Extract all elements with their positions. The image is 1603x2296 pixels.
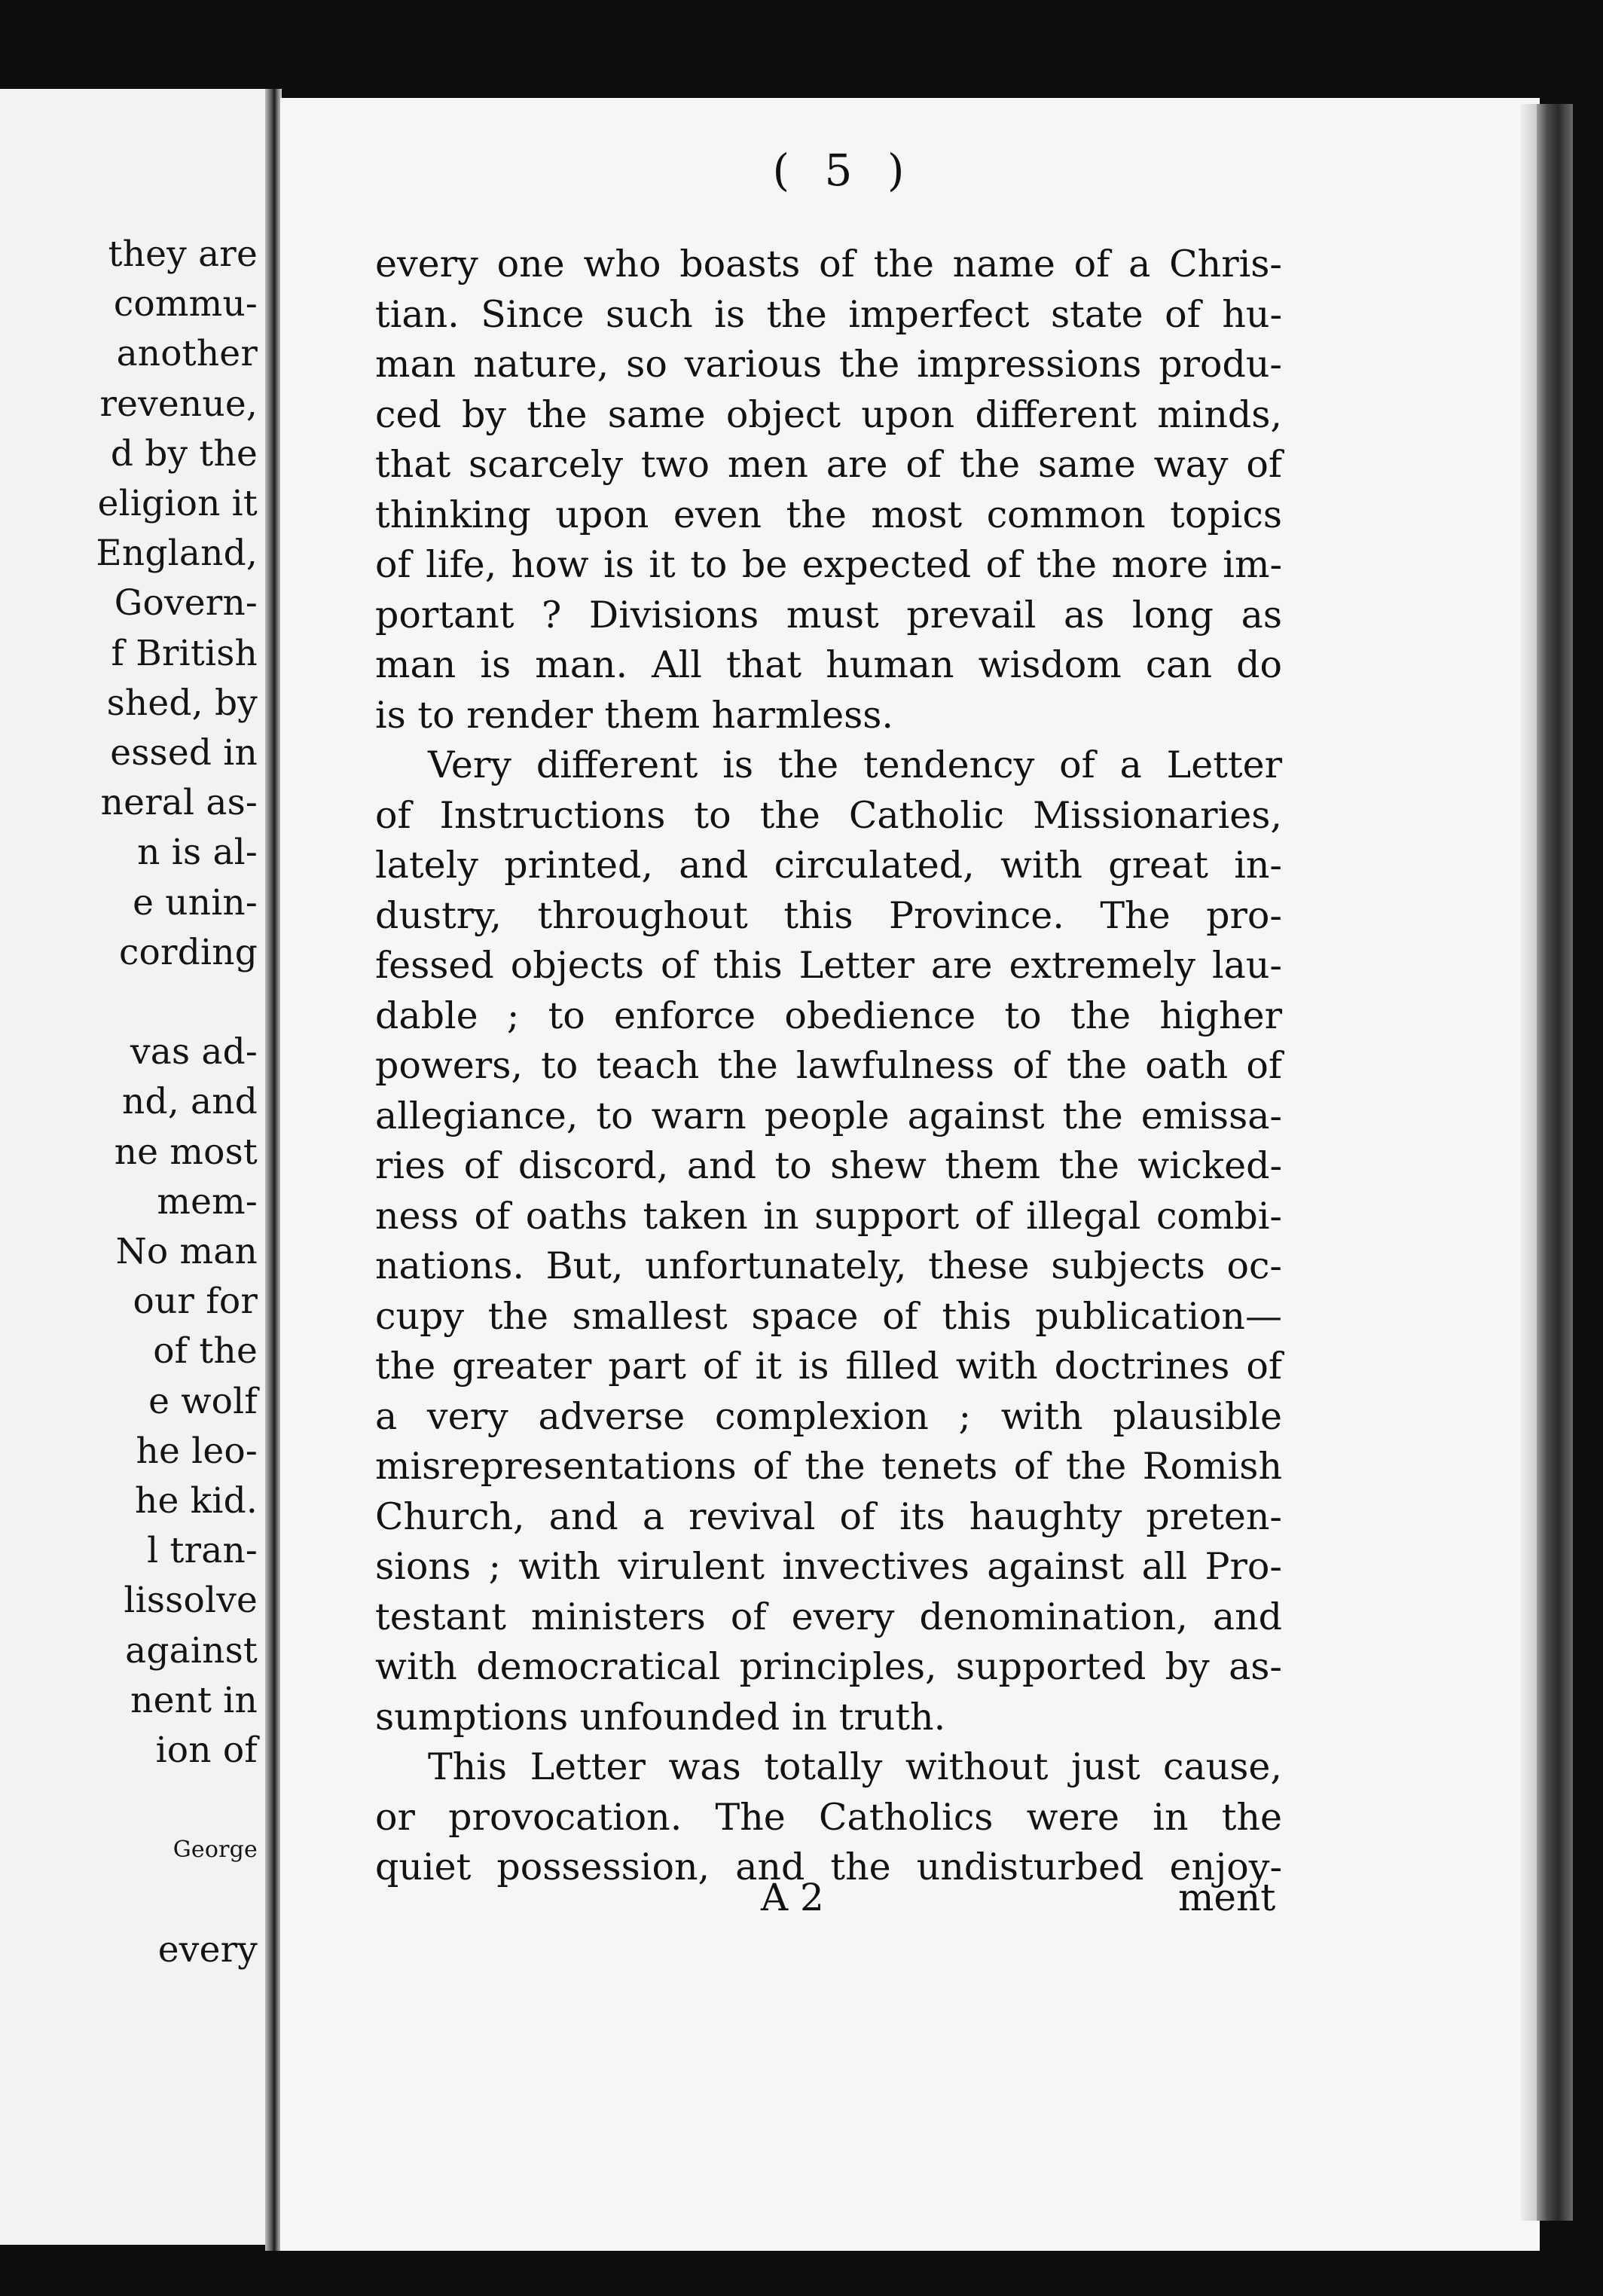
body-line: nations. But, unfortunately, these subjects oc- (375, 1244, 1282, 1287)
body-line: tian. Since such is the imperfect state of hu- (375, 292, 1282, 336)
body-line: Very different is the tendency of a Letter (428, 743, 1282, 786)
body-line: misrepresentations of the tenets of the Romish (375, 1445, 1282, 1488)
body-line: powers, to teach the lawfulness of the oath of (375, 1044, 1282, 1087)
left-page-line: vas ad- (130, 1031, 258, 1073)
body-line: testant ministers of every denomination, and (375, 1595, 1282, 1638)
body-line: sions ; with virulent invectives against all Pro- (375, 1545, 1282, 1588)
signature-mark: A 2 (761, 1876, 824, 1919)
left-page-line: f British (111, 632, 258, 674)
body-line: dable ; to enforce obedience to the higher (375, 994, 1282, 1037)
body-line: with democratical principles, supported by as- (375, 1645, 1282, 1688)
left-page-line: Govern- (114, 582, 258, 624)
body-line: of life, how is it to be expected of the more im- (375, 543, 1282, 586)
left-page-line: lissolve (124, 1580, 258, 1622)
body-line: thinking upon even the most common topics (375, 493, 1282, 536)
left-page-line: eligion it (97, 483, 258, 524)
left-page-line: d by the (110, 432, 258, 475)
left-page-line: he leo- (136, 1430, 258, 1472)
body-line: portant ? Divisions must prevail as long as (375, 593, 1282, 637)
left-page (0, 89, 276, 2245)
body-line: ness of oaths taken in support of illegal combi- (375, 1194, 1282, 1238)
catchword: ment (1178, 1876, 1276, 1919)
body-line: man is man. All that human wisdom can do (375, 643, 1282, 686)
left-page-line: revenue, (99, 383, 258, 425)
left-page-line: neral as- (100, 782, 258, 824)
left-page-line: another (116, 333, 258, 375)
page-number: ( 5 ) (772, 145, 915, 196)
left-page-line: mem- (157, 1180, 258, 1223)
left-page-line: our for (133, 1281, 258, 1323)
left-page-line: George (173, 1836, 258, 1864)
body-line: of Instructions to the Catholic Missionaries, (375, 793, 1282, 837)
left-page-line: No man (115, 1231, 258, 1272)
left-page-line: against (125, 1629, 258, 1672)
left-page-line: nent in (130, 1679, 258, 1721)
body-line: or provocation. The Catholics were in the (375, 1795, 1282, 1839)
left-page-line: n is al- (137, 832, 258, 874)
left-page-line: essed in (110, 732, 258, 774)
left-page-line: nd, and (121, 1081, 258, 1123)
body-line: a very adverse complexion ; with plausible (375, 1394, 1282, 1438)
page-edge-highlight (1520, 104, 1538, 2221)
left-page-line: shed, by (106, 682, 258, 724)
body-line: fessed objects of this Letter are extremely lau- (375, 944, 1282, 987)
left-page-line: they are (108, 234, 258, 275)
left-page-line: ne most (114, 1131, 258, 1173)
left-page-line: of the (153, 1330, 258, 1372)
book-gutter (265, 89, 282, 2251)
body-line: cupy the smallest space of this publication— (375, 1294, 1282, 1338)
left-page-line: e wolf (148, 1380, 258, 1422)
body-line: This Letter was totally without just cause, (428, 1745, 1282, 1788)
body-line: sumptions unfounded in truth. (375, 1695, 946, 1739)
body-line: ries of discord, and to shew them the wicked- (375, 1144, 1282, 1187)
left-page-line: l tran- (147, 1530, 258, 1572)
left-page-line: cording (119, 931, 258, 973)
left-page-line: e unin- (133, 881, 258, 924)
left-page-line: every (157, 1928, 258, 1971)
body-text (375, 240, 1282, 1893)
body-line: allegiance, to warn people against the emissa- (375, 1094, 1282, 1137)
body-line: Church, and a revival of its haughty preten- (375, 1495, 1282, 1538)
body-line: lately printed, and circulated, with great in- (375, 844, 1282, 887)
body-line: that scarcely two men are of the same way of (375, 443, 1282, 486)
left-page-line: ion of (155, 1730, 258, 1771)
book-edge (1537, 104, 1573, 2221)
body-line: ced by the same object upon different minds, (375, 392, 1282, 436)
left-page-line: commu- (113, 283, 258, 325)
left-page-line: England, (96, 533, 258, 575)
body-line: is to render them harmless. (375, 693, 893, 737)
body-line: dustry, throughout this Province. The pro- (375, 893, 1282, 937)
left-page-line: he kid. (135, 1480, 258, 1522)
body-line: quiet possession, and the undisturbed enjoy- (375, 1846, 1282, 1888)
body-line: man nature, so various the impressions produ- (375, 343, 1282, 386)
body-line: the greater part of it is filled with doctrines of (375, 1345, 1282, 1388)
body-line: every one who boasts of the name of a Chris- (375, 243, 1282, 285)
